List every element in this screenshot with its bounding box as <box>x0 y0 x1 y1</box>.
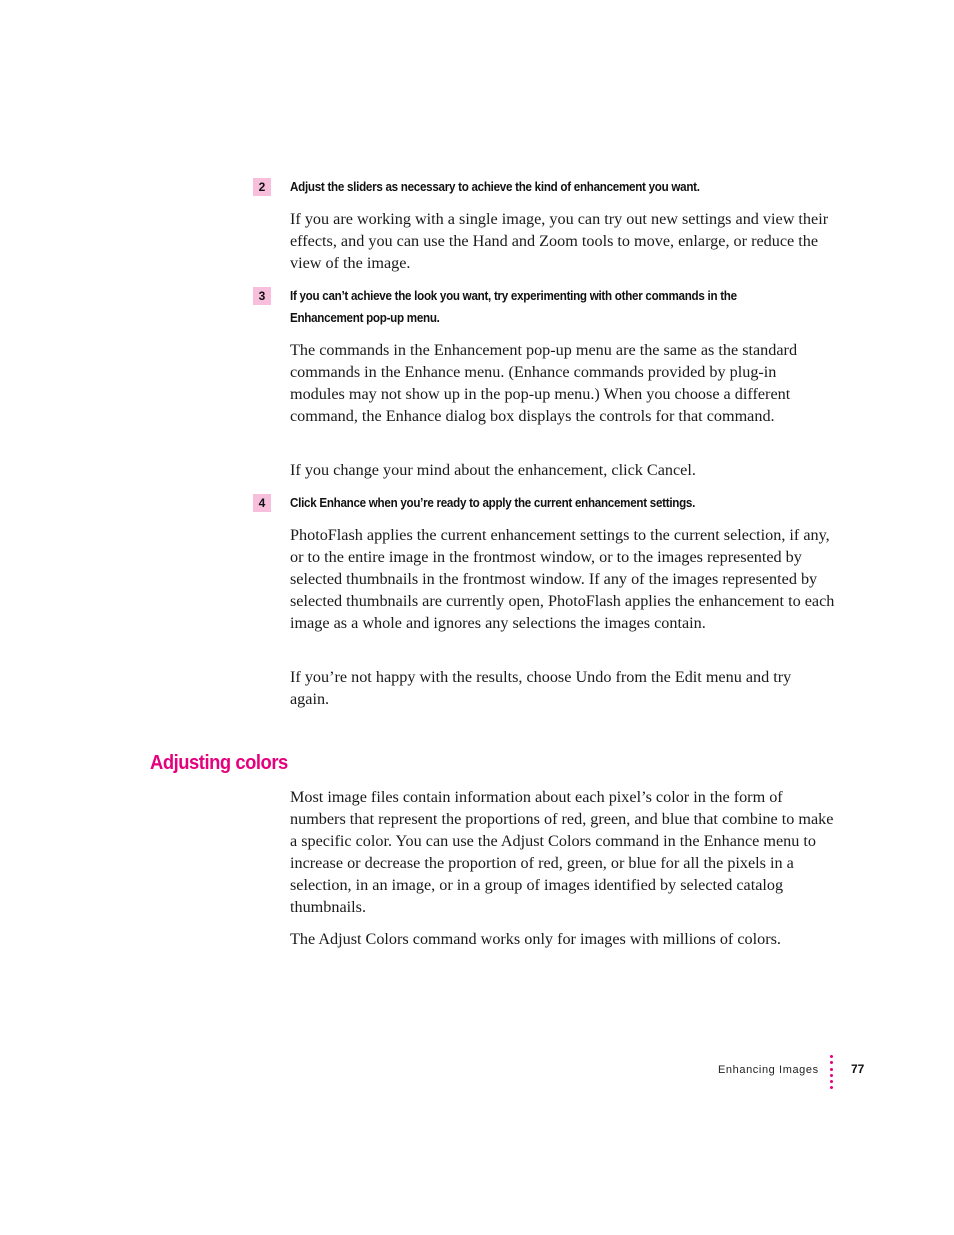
footer-dot <box>830 1086 833 1089</box>
step-instruction-line: If you can’t achieve the look you want, try experimenting with other commands in the <box>290 289 737 303</box>
footer-chapter-title: Enhancing Images <box>718 1064 819 1076</box>
step-instruction: Click Enhance when you’re ready to apply the current enhancement settings. <box>290 496 696 510</box>
step-instruction: Adjust the sliders as necessary to achieve the kind of enhancement you want. <box>290 180 700 194</box>
footer-dot <box>830 1074 833 1077</box>
step-instruction <box>290 285 792 329</box>
step-number-badge: 2 <box>253 178 271 196</box>
body-paragraph: If you’re not happy with the results, choose Undo from the Edit menu and try again. <box>290 668 792 708</box>
step-number-badge: 4 <box>253 494 271 512</box>
step-instruction-line: Enhancement pop-up menu. <box>290 311 440 325</box>
footer-dot <box>830 1055 833 1058</box>
page-number: 77 <box>851 1062 865 1076</box>
body-paragraph: If you are working with a single image, you can try out new settings and view their effects, and you can use the Hand and Zoom tools to move, enlarge, or reduce the view of the image. <box>290 210 829 272</box>
body-paragraph: The commands in the Enhancement pop-up menu are the same as the standard commands in the Enhance menu. (Enhance commands provided by plug-in modules may not show up in the pop-up menu.) When you choose a different command, the Enhance dialog box displays the controls for that command. <box>290 341 798 425</box>
step-number-badge: 3 <box>253 287 271 305</box>
body-paragraph: The Adjust Colors command works only for images with millions of colors. <box>290 930 781 948</box>
body-paragraph: Most image files contain information about each pixel’s color in the form of numbers that represent the proportions of red, green, and blue that combine to make a specific color. You can use the Adjust Colors command in the Enhance menu to increase or decrease the proportion of red, green, or blue for all the pixels in a selection, in an image, or in a group of images identified by selected catalog thumbnails. <box>290 788 834 916</box>
body-paragraph: PhotoFlash applies the current enhancement settings to the current selection, if any, or to the entire image in the frontmost window, or to the images represented by selected thumbnails in the frontmost window. If any of the images represented by selected thumbnails are currently open, PhotoFlash applies the enhancement to each image as a whole and ignores any selections the images contain. <box>290 526 835 632</box>
body-paragraph: If you change your mind about the enhancement, click Cancel. <box>290 461 696 479</box>
footer-dot <box>830 1080 833 1083</box>
footer-dot <box>830 1068 833 1071</box>
footer-dot <box>830 1061 833 1064</box>
footer-divider-dots <box>830 1055 834 1095</box>
section-heading: Adjusting colors <box>150 752 288 774</box>
